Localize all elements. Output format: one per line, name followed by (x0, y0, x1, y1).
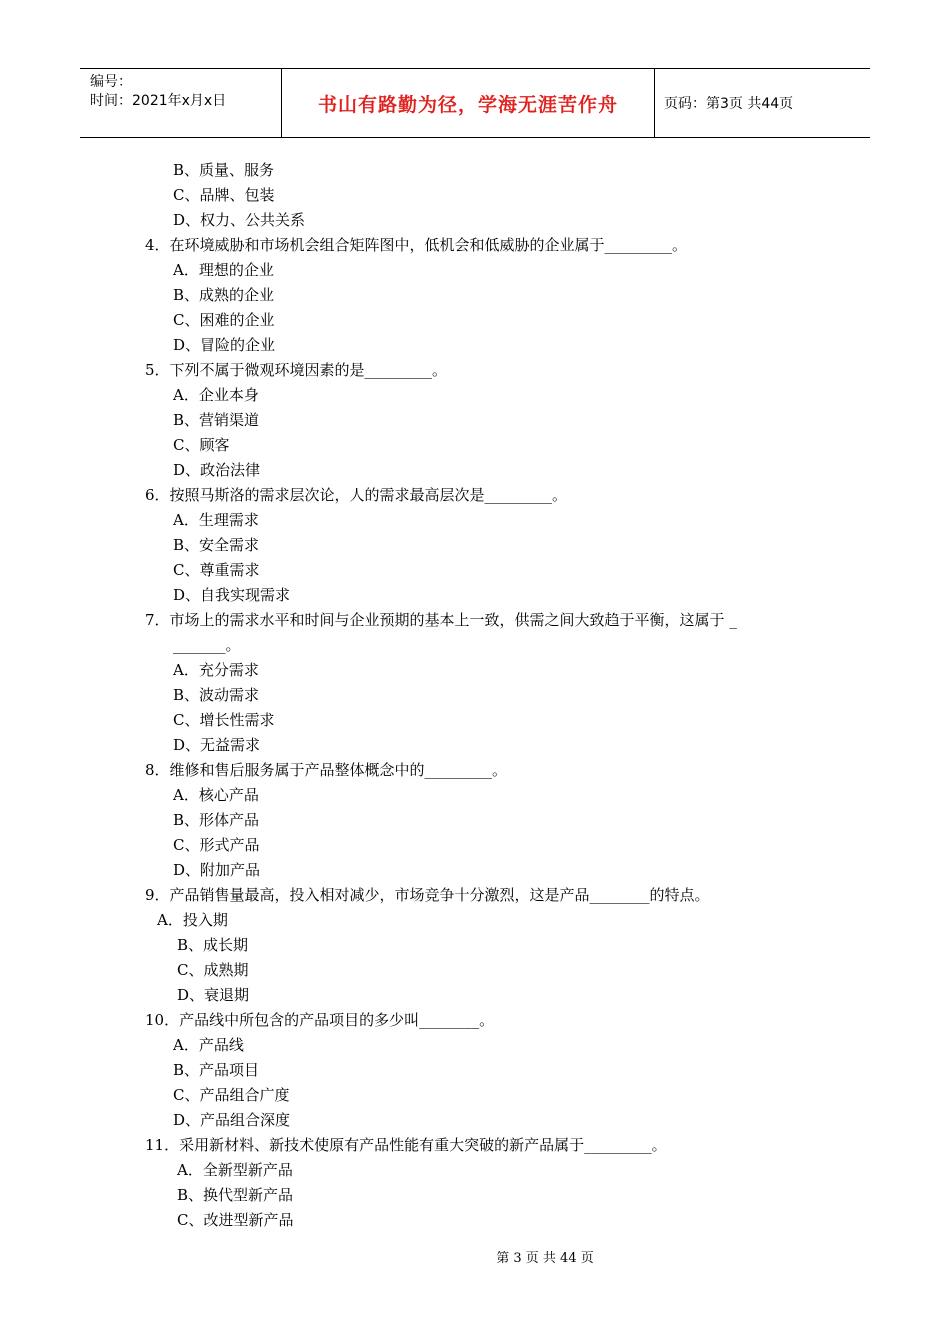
answer-option: D、无益需求 (173, 736, 261, 754)
answer-option: A．理想的企业 (173, 261, 274, 279)
header-divider (654, 69, 655, 137)
answer-option: C、成熟期 (177, 961, 249, 979)
answer-option: B、营销渠道 (173, 411, 260, 429)
answer-option: C、品牌、包装 (173, 186, 275, 204)
answer-option: C、顾客 (173, 436, 230, 454)
answer-option: C、产品组合广度 (173, 1086, 290, 1104)
answer-option: C、困难的企业 (173, 311, 275, 329)
answer-option: A．企业本身 (173, 386, 259, 404)
question-stem: 11．采用新材料、新技术使原有产品性能有重大突破的新产品属于_________。 (145, 1136, 667, 1154)
question-stem: 7．市场上的需求水平和时间与企业预期的基本上一致，供需之间大致趋于平衡，这属于 _ (145, 611, 737, 629)
answer-option: _______。 (173, 636, 241, 654)
answer-option: D、冒险的企业 (173, 336, 276, 354)
answer-option: B、安全需求 (173, 536, 260, 554)
answer-option: D、附加产品 (173, 861, 261, 879)
answer-option: D、政治法律 (173, 461, 261, 479)
answer-option: D、自我实现需求 (173, 586, 291, 604)
answer-option: B、成长期 (177, 936, 249, 954)
page-footer: 第 3 页 共 44 页 (496, 1251, 594, 1266)
answer-option: A．生理需求 (173, 511, 259, 529)
answer-option: C、改进型新产品 (177, 1211, 294, 1229)
question-stem: 5．下列不属于微观环境因素的是_________。 (145, 361, 448, 379)
answer-option: D、产品组合深度 (173, 1111, 291, 1129)
answer-option: B、换代型新产品 (177, 1186, 294, 1204)
header-motto: 书山有路勤为径，学海无涯苦作舟 (317, 93, 618, 116)
answer-option: C、尊重需求 (173, 561, 260, 579)
header-meta (90, 73, 226, 111)
answer-option: D、权力、公共关系 (173, 211, 306, 229)
answer-option: A．充分需求 (173, 661, 259, 679)
question-stem: 8．维修和售后服务属于产品整体概念中的_________。 (145, 761, 508, 779)
question-stem: 4．在环境威胁和市场机会组合矩阵图中，低机会和低威胁的企业属于_________。 (145, 236, 688, 254)
answer-option: C、增长性需求 (173, 711, 275, 729)
question-stem: 10．产品线中所包含的产品项目的多少叫________。 (145, 1011, 495, 1029)
answer-option: B、成熟的企业 (173, 286, 275, 304)
answer-option: A．全新型新产品 (177, 1161, 293, 1179)
answer-option: B、形体产品 (173, 811, 260, 829)
answer-option: B、产品项目 (173, 1061, 260, 1079)
answer-option: A．产品线 (173, 1036, 244, 1054)
question-stem: 6．按照马斯洛的需求层次论，人的需求最高层次是_________。 (145, 486, 568, 504)
answer-option: A．核心产品 (173, 786, 259, 804)
serial-label: 编号： (90, 74, 132, 90)
answer-option: B、质量、服务 (173, 161, 275, 179)
answer-option: B、波动需求 (173, 686, 260, 704)
answer-option: C、形式产品 (173, 836, 260, 854)
time-label: 时间：2021年x月x日 (90, 93, 227, 109)
answer-option: D、衰退期 (177, 986, 250, 1004)
question-stem: 9．产品销售量最高，投入相对减少，市场竞争十分激烈，这是产品________的特点。 (145, 886, 710, 904)
header-page-info: 页码：第3页 共44页 (664, 96, 794, 112)
document-header (80, 68, 870, 138)
answer-option: A．投入期 (157, 911, 228, 929)
